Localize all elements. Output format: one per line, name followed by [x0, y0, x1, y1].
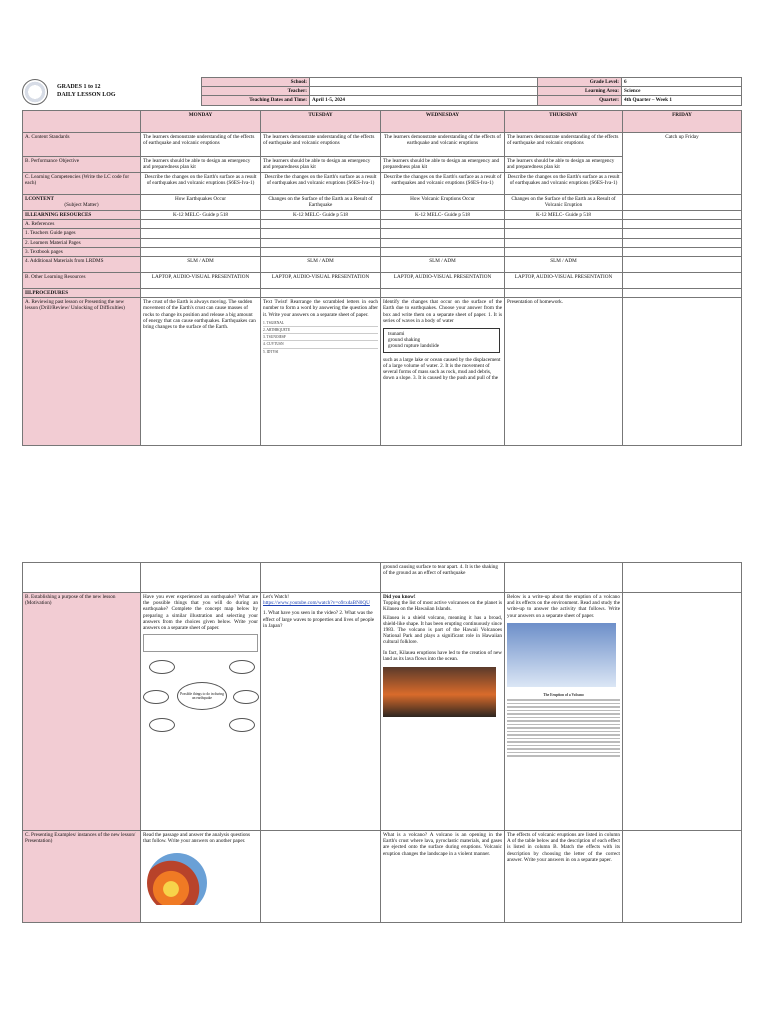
po-tue: The learners should be able to design an emergency and preparedness plan kit — [261, 157, 381, 173]
answer-choices-box — [383, 328, 500, 353]
row-label-other: B. Other Learning Resources — [23, 273, 141, 289]
choice-item: tsunami — [388, 331, 405, 338]
row-label-performance: B. Performance Objective — [23, 157, 141, 173]
po-mon: The learners should be able to design an emergency and preparedness plan kit — [141, 157, 261, 173]
lesson-table-page2 — [22, 562, 742, 923]
school-value — [310, 78, 538, 87]
did-you-know-title: Did you know! — [383, 594, 416, 600]
row-label-tb: 3. Textbook pages — [23, 247, 141, 256]
area-label: Learning Area: — [538, 87, 622, 96]
concept-map-node — [233, 690, 259, 704]
text-twist-item: 2. ARTHRQUETE — [263, 327, 378, 334]
dates-value: April 1-5, 2024 — [310, 96, 538, 105]
grade-value: 6 — [622, 78, 742, 87]
teacher-label: Teacher: — [202, 87, 310, 96]
doc-title-line1: GRADES 1 to 12 — [57, 84, 101, 90]
lc-tue: Describe the changes on the Earth's surface as a result of earthquakes and volcanic eruptions (S6ES-Iva-1) — [261, 173, 381, 195]
other-tue: LAPTOP, AUDIO-VISUAL PRESENTATION — [261, 273, 381, 289]
other-wed: LAPTOP, AUDIO-VISUAL PRESENTATION — [381, 273, 505, 289]
lc-wed: Describe the changes on the Earth's surface as a result of earthquakes and volcanic eruptions (S6ES-Iva-1) — [381, 173, 505, 195]
review-wed-intro: Identify the changes that occur on the surface of the Earth due to earthquakes. Choose your answer from the box and write them on a separate sheet of paper. 1. It is series of waves in a body of water — [383, 299, 502, 324]
row-label-additional: 4. Additional Materials from LRDMS — [23, 257, 141, 273]
row-label-content: I.CONTENT — [25, 196, 54, 202]
text-twist-list — [263, 320, 378, 355]
quarter-value: 4th Quarter – Week 1 — [622, 96, 742, 105]
earth-layers-image — [143, 847, 258, 905]
content-tue: Changes on the Surface of the Earth as a Result of Earthquake — [261, 195, 381, 211]
text-twist-item: 5. IDTYSI — [263, 349, 279, 354]
wed-continued: ground causing surface to tear apart. 4. It is the shaking of the ground as an effect of earthquake — [381, 563, 505, 593]
lc-thu: Describe the changes on the Earth's surface as a result of earthquakes and volcanic eruptions (S6ES-Iva-1) — [505, 173, 623, 195]
row-label-purpose: B. Establishing a purpose of the new lesson (Motivation) — [23, 593, 141, 831]
res-wed: K-12 MELC- Guide p 518 — [381, 211, 505, 220]
volcano-eruption-image — [507, 623, 616, 687]
concept-map — [143, 656, 258, 736]
review-tue-text: Text Twist! Rearrange the scrambled letters in each number to form a word by answering the question after it. Write your answers on a separate sheet of paper. — [263, 299, 378, 318]
row-label-content-standards: A. Content Standards — [23, 133, 141, 157]
cs-tue: The learners demonstrate understanding of the effects of earthquake and volcanic eruptions — [261, 133, 381, 157]
review-wed-after: such as a large lake or ocean caused by the displacement of a large volume of water. 2. It is the movement of several forms of mass such as rock, mud and debris, down a slope. 3. It is caused by the push and pull of the — [383, 356, 501, 382]
examples-mon: Read the passage and answer the analysis questions that follow. Write your answers on another paper. — [143, 832, 251, 845]
video-link[interactable]: https://www.youtube.com/watch?v=o9rxdaBN0QU — [263, 600, 370, 607]
row-label-competencies: C. Learning Competencies (Write the LC code for each) — [23, 173, 141, 195]
res-tue: K-12 MELC- Guide p 518 — [261, 211, 381, 220]
row-label-procedures: III.PROCEDURES — [23, 289, 141, 298]
cs-fri: Catch up Friday — [623, 133, 742, 195]
row-label-lm: 2. Learners Material Pages — [23, 238, 141, 247]
row-label-review: A. Reviewing past lesson or Presenting the new lesson (Drill/Review/ Unlocking of Difficulties) — [23, 298, 141, 446]
row-label-tg: 1. Teachers Guide pages — [23, 229, 141, 238]
other-mon: LAPTOP, AUDIO-VISUAL PRESENTATION — [141, 273, 261, 289]
day-wednesday: WEDNESDAY — [381, 111, 505, 133]
text-twist-item: 1. TSGIENAL — [263, 320, 378, 327]
dates-label: Teaching Dates and Time: — [202, 96, 310, 105]
review-mon: The crust of the Earth is always moving. The sudden movement of the Earth's crust can cause masses of rocks to change its position and release a big amount of energy that can cause earthquakes. Earthquakes can bring changes to the surface of the Earth. — [141, 298, 261, 446]
res-mon: K-12 MELC- Guide p 518 — [141, 211, 261, 220]
review-thu: Presentation of homework. — [505, 298, 623, 446]
did-you-know-p2: Kilauea is a shield volcano, meaning it has a broad, shield-like shape. It has been erupting continuously since 1983. The volcano is part of the Hawaii Volcanoes National Park and plays a significant role in Hawaiian cultural folklore. — [383, 614, 502, 646]
text-twist-item: 4. CUVTUSN — [263, 341, 378, 348]
concept-map-node — [229, 660, 255, 674]
text-twist-item: 3. TSUNOIESF — [263, 334, 378, 341]
lets-watch-title: Let's Watch! — [263, 594, 289, 600]
watch-questions: 1. What have you seen in the video? 2. What was the effect of large waves to properties and lives of people in Japan? — [263, 610, 375, 629]
school-label: School: — [202, 78, 310, 87]
day-tuesday: TUESDAY — [261, 111, 381, 133]
doc-title-line2: DAILY LESSON LOG — [57, 92, 116, 98]
po-wed: The learners should be able to design an emergency and preparedness plan kit — [381, 157, 505, 173]
deped-seal — [22, 79, 48, 105]
res-thu: K-12 MELC- Guide p 518 — [505, 211, 623, 220]
article-body — [507, 699, 620, 757]
row-label-examples: C. Presenting Examples/ instances of the new lesson/ Presentation) — [23, 831, 141, 923]
day-monday: MONDAY — [141, 111, 261, 133]
article-title: The Eruption of a Volcano — [543, 692, 584, 697]
po-thu: The learners should be able to design an emergency and preparedness plan kit — [505, 157, 623, 173]
concept-map-node — [229, 718, 255, 732]
row-label-resources: II.LEARNING RESOURCES — [23, 211, 141, 220]
other-thu: LAPTOP, AUDIO-VISUAL PRESENTATION — [505, 273, 623, 289]
concept-map-node — [149, 718, 175, 732]
content-mon: How Earthquakes Occur — [141, 195, 261, 211]
area-value: Science — [622, 87, 742, 96]
purpose-mon: Have you ever experienced an earthquake? What are the possible things that you will do during an earthquake? Complete the concept map below by preparing a similar illustration and selecting your answers from the choices given below. Write your answers on a separate sheet of paper. — [143, 594, 258, 632]
did-you-know-p1: Topping the list of most active volcanoes on the planet is Kilauea on the Hawaiian Islands. — [383, 600, 502, 613]
row-label-content-sub: (Subject Matter) — [64, 202, 99, 209]
grade-label: Grade Level: — [538, 78, 622, 87]
row-label-references: A. References — [23, 220, 141, 229]
content-wed: How Volcanic Eruptions Occur — [381, 195, 505, 211]
choice-item: ground shaking — [388, 337, 421, 344]
concept-map-node — [149, 660, 175, 674]
quarter-label: Quarter: — [538, 96, 622, 105]
did-you-know-p3: In fact, Kilauea eruptions have led to the creation of new land as its lava flows into the ocean. — [383, 649, 502, 662]
concept-map-node — [143, 690, 169, 704]
content-fri — [623, 195, 742, 211]
kilauea-lava-image — [383, 667, 496, 717]
examples-wed: What is a volcano? A volcano is an opening in the Earth's crust where lava, pyroclastic materials, and gases are ejected onto the surface during eruptions. Volcanic eruption changes the landscape in a violent manner. — [381, 831, 505, 923]
day-header-blank — [23, 111, 141, 133]
add-mon: SLM / ADM — [141, 257, 261, 273]
cs-thu: The learners demonstrate understanding of the effects of earthquake and volcanic eruptions — [505, 133, 623, 157]
concept-choices — [143, 634, 258, 652]
lc-mon: Describe the changes on the Earth's surface as a result of earthquakes and volcanic eruptions (S6ES-Iva-1) — [141, 173, 261, 195]
choice-item: ground rupture landslide — [388, 343, 439, 350]
teacher-value — [310, 87, 538, 96]
concept-map-center: Possible things to do in during an earthquake — [177, 682, 227, 710]
day-friday: FRIDAY — [623, 111, 742, 133]
content-thu: Changes on the Surface of the Earth as a Result of Volcanic Eruption — [505, 195, 623, 211]
header-table — [201, 77, 742, 106]
cs-mon: The learners demonstrate understanding of the effects of earthquake and volcanic eruptions — [141, 133, 261, 157]
purpose-thu: Below is a write-up about the eruption of a volcano and its effects on the environment. Read and study the write-up to answer the activity that follows. Write your answers on a separate sheet of paper. — [507, 594, 620, 619]
add-tue: SLM / ADM — [261, 257, 381, 273]
examples-thu: The effects of volcanic eruptions are listed in column A of the table below and the description of each effect is listed in column B. Match the effects with its description by choosing the letter of the correct answer. Write your answers in on a separate paper. — [505, 831, 623, 923]
day-thursday: THURSDAY — [505, 111, 623, 133]
cs-wed: The learners demonstrate understanding of the effects of earthquake and volcanic eruptions — [381, 133, 505, 157]
lesson-table-page1 — [22, 110, 742, 446]
add-wed: SLM / ADM — [381, 257, 505, 273]
add-thu: SLM / ADM — [505, 257, 623, 273]
